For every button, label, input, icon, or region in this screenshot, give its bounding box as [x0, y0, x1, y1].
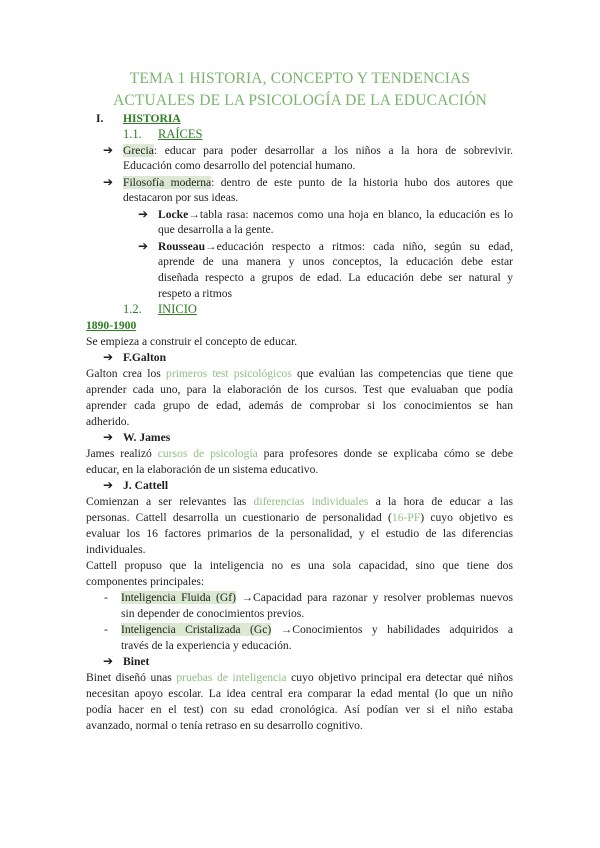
arrow-bullet-icon: ➔: [103, 430, 114, 444]
grecia-line-2: Educación como desarrollo del potencial humano.: [123, 159, 356, 172]
grecia-text: : educar para poder desarrollar a los niños a la hora de sobrevivir.: [153, 144, 513, 157]
galton-line-4: adherido.: [86, 415, 130, 428]
rousseau-line-4: respeto a ritmos: [158, 287, 233, 300]
binet-line-2: necesitan apoyo escolar. La idea central era comparar la edad mental (lo que un niño: [86, 687, 513, 700]
heading-number-1: I.: [96, 112, 104, 125]
rousseau-line-1: [158, 239, 513, 254]
galton-line-3: aprender cada grupo de edad, además de comprobar si los conocimientos se han: [86, 399, 513, 412]
galton-text-a: Galton crea los: [86, 367, 167, 380]
cattell-text-2c: ) cuyo objetivo es: [420, 511, 513, 524]
arrow-bullet-icon: ➔: [103, 175, 114, 189]
dash-bullet: -: [104, 591, 108, 604]
cattell-p2-line-1: Cattell propuso que la inteligencia no es una sola capacidad, sino que tiene dos: [86, 559, 513, 572]
galton-line-2: aprender cada uno, para la elaboración de los cursos. Test que evaluaban que podía: [86, 383, 513, 396]
gc-text: →Conocimientos y habilidades adquiridos a: [271, 623, 513, 636]
gf-term: Inteligencia Fluida (Gf): [121, 591, 237, 604]
james-highlight: cursos de psicología: [157, 447, 258, 460]
grecia-term: Grecia: [123, 144, 154, 157]
locke-line-2: que desarrolla a la gente.: [158, 223, 274, 236]
gc-term: Inteligencia Cristalizada (Gc): [121, 623, 272, 636]
heading-number-1-1: 1.1.: [123, 127, 142, 141]
gf-line-2: sin depender de conocimientos previos.: [121, 607, 305, 620]
galton-line-1: [86, 366, 513, 381]
heading-number-1-2: 1.2.: [123, 302, 142, 316]
document-title-line1: TEMA 1 HISTORIA, CONCEPTO Y TENDENCIAS: [129, 70, 471, 87]
james-line-2: educar, en la elaboración de un sistema educativo.: [86, 463, 319, 476]
cattell-text-a: Comienzan a ser relevantes las: [86, 495, 254, 508]
grecia-line-1: [123, 143, 513, 158]
document-title-line2: ACTUALES DE LA PSICOLOGÍA DE LA EDUCACIÓN: [113, 92, 487, 109]
filosofia-line-2: destacaron por sus ideas.: [123, 191, 239, 204]
cattell-p2-line-2: componentes principales:: [86, 575, 205, 588]
heading-historia: HISTORIA: [123, 112, 181, 125]
james-text-c: para profesores donde se explicaba cómo se debe: [257, 447, 513, 460]
cattell-text-2a: personas. Cattell desarrolla un cuestionario de personalidad (: [86, 511, 392, 524]
heading-inicio: INICIO: [158, 302, 197, 316]
cattell-line-4: individuales.: [86, 543, 146, 556]
locke-name: Locke: [158, 208, 189, 221]
binet-line-1: [86, 670, 513, 685]
binet-text-c: cuyo objetivo principal era detectar qué niños: [286, 671, 513, 684]
rousseau-line-2: aprende de una manera y unos conceptos, la educación debe estar: [158, 255, 513, 268]
arrow-bullet-icon: ➔: [103, 143, 114, 157]
james-heading: W. James: [123, 431, 171, 444]
period-heading: 1890-1900: [86, 319, 137, 332]
dash-bullet: -: [104, 623, 108, 636]
binet-text-a: Binet diseñó unas: [86, 671, 177, 684]
cattell-16pf: 16-PF: [391, 511, 421, 524]
binet-heading: Binet: [123, 655, 150, 668]
gf-text: →Capacidad para razonar y resolver problemas nuevos: [236, 591, 513, 604]
binet-line-4: avanzado, normal o tenía retraso en su desarrollo cognitivo.: [86, 719, 363, 732]
galton-heading: F.Galton: [123, 351, 167, 364]
arrow-bullet-icon: ➔: [103, 654, 114, 668]
galton-highlight: primeros test psicológicos: [166, 367, 292, 380]
binet-highlight: pruebas de inteligencia: [176, 671, 287, 684]
filosofia-term: Filosofía moderna: [123, 176, 212, 189]
cattell-heading: J. Cattell: [123, 479, 169, 492]
filosofia-text: : dentro de este punto de la historia hubo dos autores que: [211, 176, 513, 189]
gf-line-1: [121, 590, 513, 605]
gc-line-2: través de la experiencia y educación.: [121, 639, 292, 652]
gc-line-1: [121, 622, 513, 637]
cattell-line-2: [86, 510, 513, 525]
rousseau-line-3: diseñada respecto a grupos de edad. La educación debe ser natural y: [158, 271, 513, 284]
james-text-a: James realizó: [86, 447, 158, 460]
arrow-bullet-icon: ➔: [138, 239, 149, 253]
heading-raices: RAÍCES: [158, 127, 203, 141]
arrow-bullet-icon: ➔: [103, 350, 114, 364]
arrow-bullet-icon: ➔: [103, 478, 114, 492]
rousseau-text: →educación respecto a ritmos: cada niño, según su edad,: [205, 240, 513, 253]
filosofia-line-1: [123, 175, 513, 190]
locke-text: →tabla rasa: nacemos como una hoja en blanco, la educación es lo: [188, 208, 513, 221]
cattell-text-c: a la hora de educar a las: [368, 495, 513, 508]
galton-text-c: que evalúan las competencias que tiene que: [291, 367, 513, 380]
locke-line-1: [158, 207, 513, 222]
cattell-line-3: evaluar los 16 factores primarios de la personalidad, y el estudio de las diferencias: [86, 527, 513, 540]
arrow-bullet-icon: ➔: [138, 207, 149, 221]
james-line-1: [86, 446, 513, 461]
cattell-line-1: [86, 494, 513, 509]
rousseau-name: Rousseau: [158, 240, 206, 253]
binet-line-3: podía hacer en el test) con su edad cronológica. Así podían ver si el niño estaba: [86, 703, 513, 716]
intro-text: Se empieza a construir el concepto de educar.: [86, 335, 298, 348]
cattell-highlight: diferencias individuales: [253, 495, 369, 508]
